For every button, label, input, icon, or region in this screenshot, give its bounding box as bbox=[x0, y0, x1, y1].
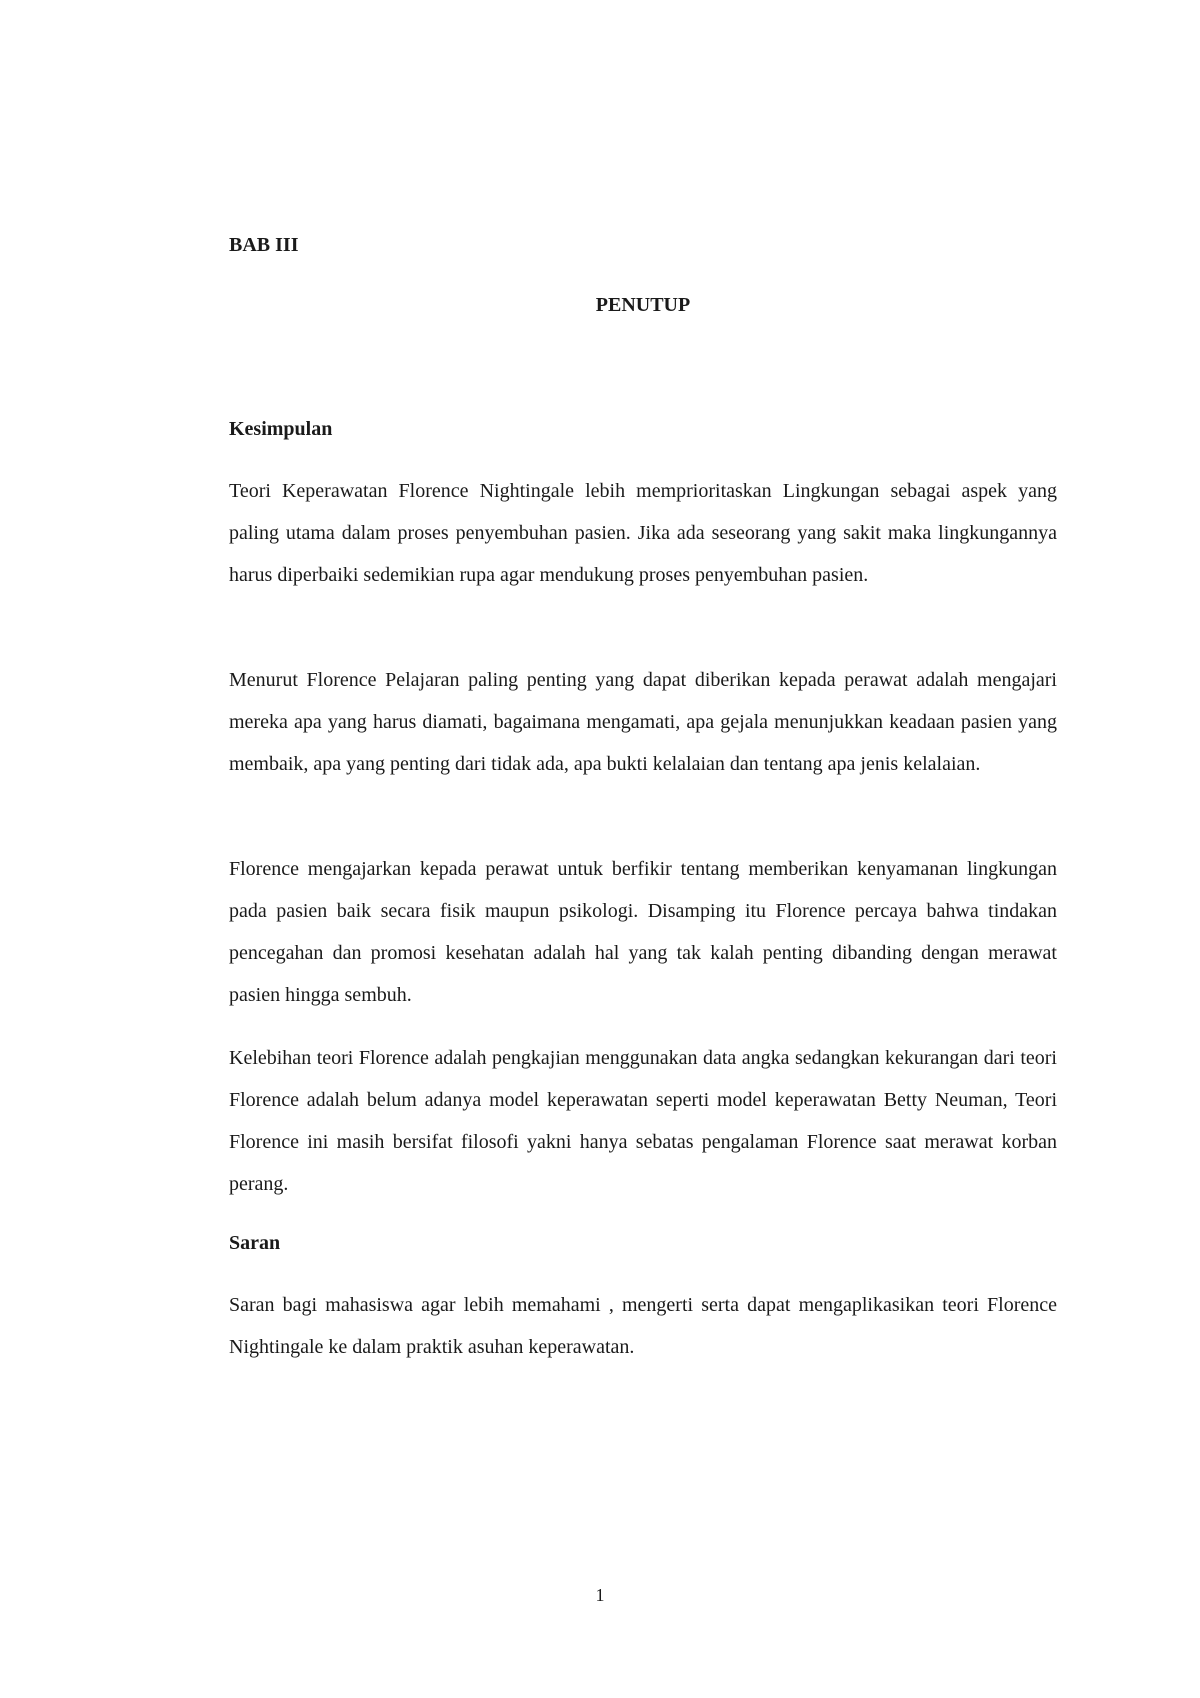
chapter-title: PENUTUP bbox=[595, 294, 691, 316]
section-heading-kesimpulan: Kesimpulan bbox=[229, 418, 333, 440]
paragraph: Florence mengajarkan kepada perawat untuk berfikir tentang memberikan kenyamanan lingkungan pada pasien baik secara fisik maupun psikologi. Disamping itu Florence percaya bahwa tindakan pencegahan dan promosi kesehatan adalah hal yang tak kalah penting dibanding dengan merawat pasien hingga sembuh. bbox=[229, 858, 1057, 1006]
chapter-label: BAB III bbox=[229, 234, 299, 256]
paragraph: Menurut Florence Pelajaran paling penting yang dapat diberikan kepada perawat adalah mengajari mereka apa yang harus diamati, bagaimana mengamati, apa gejala menunjukkan keadaan pasien yang membaik, apa yang penting dari tidak ada, apa bukti kelalaian dan tentang apa jenis kelalaian. bbox=[229, 669, 1057, 775]
paragraph: Saran bagi mahasiswa agar lebih memahami , mengerti serta dapat mengaplikasikan teori Florence Nightingale ke dalam praktik asuhan keperawatan. bbox=[229, 1294, 1057, 1358]
page-number: 1 bbox=[595, 1585, 605, 1605]
paragraph: Teori Keperawatan Florence Nightingale lebih memprioritaskan Lingkungan sebagai aspek yang paling utama dalam proses penyembuhan pasien. Jika ada seseorang yang sakit maka lingkungannya harus diperbaiki sedemikian rupa agar mendukung proses penyembuhan pasien. bbox=[229, 480, 1057, 586]
section-heading-saran: Saran bbox=[229, 1232, 281, 1254]
paragraph: Kelebihan teori Florence adalah pengkajian menggunakan data angka sedangkan kekurangan dari teori Florence adalah belum adanya model keperawatan seperti model keperawatan Betty Neuman, Teori Florence ini masih bersifat filosofi yakni hanya sebatas pengalaman Florence saat merawat korban perang. bbox=[229, 1047, 1057, 1195]
